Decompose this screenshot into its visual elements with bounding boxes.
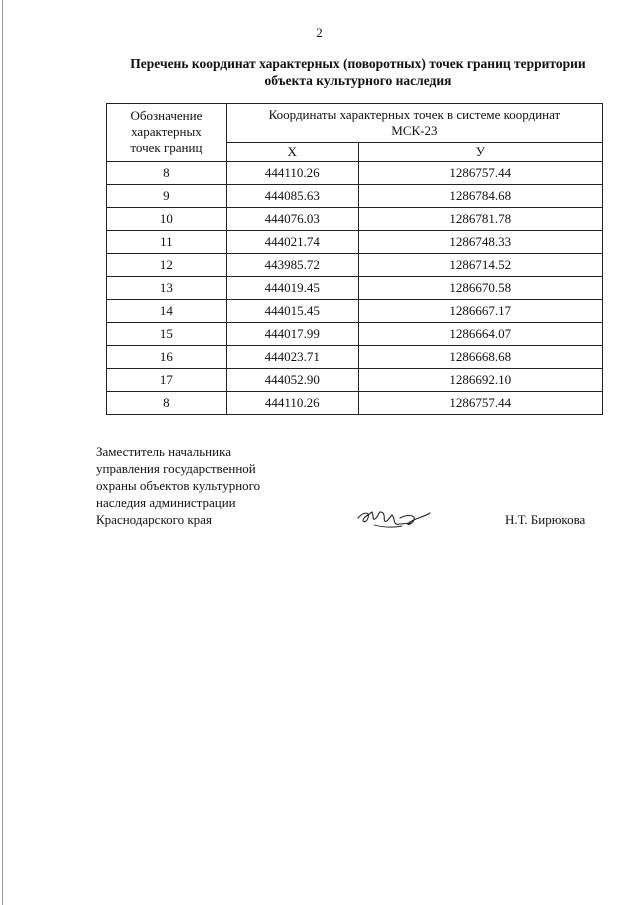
y-cell: 1286748.33 <box>358 231 602 254</box>
point-cell: 13 <box>107 277 227 300</box>
x-cell: 443985.72 <box>226 254 358 277</box>
point-cell: 8 <box>107 392 227 415</box>
x-cell: 444085.63 <box>226 185 358 208</box>
coords-header-line: Координаты характерных точек в системе координат <box>268 107 561 122</box>
document-title-line: объекта культурного наследия <box>264 73 452 88</box>
y-cell: 1286714.52 <box>358 254 602 277</box>
signatory-position <box>96 443 260 528</box>
x-cell: 444017.99 <box>226 323 358 346</box>
point-cell: 15 <box>107 323 227 346</box>
y-cell: 1286692.10 <box>358 369 602 392</box>
coordinates-table <box>106 103 603 415</box>
point-cell: 17 <box>107 369 227 392</box>
document-title <box>96 55 620 89</box>
x-column-header: X <box>226 143 358 162</box>
page-number: 2 <box>316 25 323 40</box>
signer-name: Н.Т. Бирюкова <box>505 512 586 527</box>
point-cell: 16 <box>107 346 227 369</box>
x-cell: 444110.26 <box>226 162 358 185</box>
y-cell: 1286670.58 <box>358 277 602 300</box>
point-cell: 11 <box>107 231 227 254</box>
point-designation-header <box>107 104 227 162</box>
y-cell: 1286664.07 <box>358 323 602 346</box>
point-cell: 9 <box>107 185 227 208</box>
table-row <box>107 254 603 277</box>
point-header-line: точек границ <box>130 140 203 155</box>
point-cell: 12 <box>107 254 227 277</box>
point-cell: 10 <box>107 208 227 231</box>
point-cell: 8 <box>107 162 227 185</box>
x-cell: 444019.45 <box>226 277 358 300</box>
table-row <box>107 208 603 231</box>
table-row <box>107 277 603 300</box>
y-cell: 1286781.78 <box>358 208 602 231</box>
point-header-line: Обозначение <box>130 108 203 123</box>
position-line: Краснодарского края <box>96 512 212 527</box>
handwritten-signature <box>356 506 434 532</box>
position-line: управления государственной <box>96 461 256 476</box>
point-header-line: характерных <box>131 124 202 139</box>
y-cell: 1286668.68 <box>358 346 602 369</box>
x-cell: 444076.03 <box>226 208 358 231</box>
y-cell: 1286757.44 <box>358 162 602 185</box>
x-cell: 444021.74 <box>226 231 358 254</box>
y-cell: 1286784.68 <box>358 185 602 208</box>
coordinates-system-header <box>226 104 602 143</box>
table-row <box>107 323 603 346</box>
x-cell: 444023.71 <box>226 346 358 369</box>
point-cell: 14 <box>107 300 227 323</box>
table-row <box>107 369 603 392</box>
position-line: наследия администрации <box>96 495 236 510</box>
table-row <box>107 392 603 415</box>
position-line: Заместитель начальника <box>96 444 231 459</box>
y-column-header: У <box>358 143 602 162</box>
table-row <box>107 162 603 185</box>
document-title-line: Перечень координат характерных (поворотных) точек границ территории <box>130 56 586 71</box>
position-line: охраны объектов культурного <box>96 478 261 493</box>
table-row <box>107 185 603 208</box>
scan-edge-line <box>2 0 3 905</box>
y-cell: 1286757.44 <box>358 392 602 415</box>
table-row <box>107 300 603 323</box>
table-row <box>107 346 603 369</box>
y-cell: 1286667.17 <box>358 300 602 323</box>
x-cell: 444015.45 <box>226 300 358 323</box>
x-cell: 444052.90 <box>226 369 358 392</box>
table-row <box>107 231 603 254</box>
coords-header-line: МСК-23 <box>391 123 438 138</box>
x-cell: 444110.26 <box>226 392 358 415</box>
